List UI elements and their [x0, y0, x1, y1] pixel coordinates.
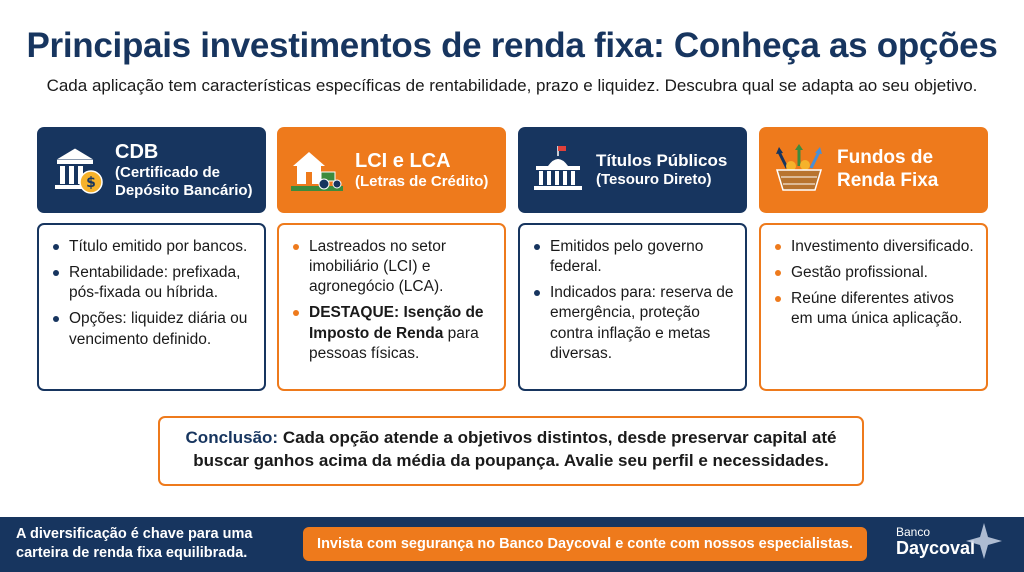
card-header-lci-lca: [277, 127, 506, 213]
card-body-fundos: [759, 223, 988, 391]
list-item-highlight: [293, 303, 494, 363]
sparkle-icon: [964, 521, 1004, 561]
list-item: Lastreados no setor imobiliário (LCI) e agronegócio (LCA).: [293, 237, 494, 297]
footer-tagline: A diversificação é chave para uma carteira de renda fixa equilibrada.: [16, 526, 253, 561]
card-header-titulos-publicos: [518, 127, 747, 213]
list-item: Título emitido por bancos.: [53, 237, 254, 257]
bank-coin-icon: [49, 142, 105, 198]
list-item: Reúne diferentes ativos em uma única aplicação.: [775, 289, 976, 329]
house-tractor-icon: [289, 142, 345, 198]
basket-arrows-icon: [771, 142, 827, 198]
card-header-cdb: [37, 127, 266, 213]
brand-small-text: Banco: [896, 525, 931, 539]
conclusion-box: [158, 416, 864, 486]
card-title-fundos: Fundos de Renda Fixa: [837, 147, 939, 191]
list-item: Investimento diversificado.: [775, 237, 976, 257]
card-header-fundos: [759, 127, 988, 213]
list-item: Gestão profissional.: [775, 263, 976, 283]
list-item: Rentabilidade: prefixada, pós-fixada ou híbrida.: [53, 263, 254, 303]
cta-button[interactable]: Invista com segurança no Banco Daycoval e conte com nossos especialistas.: [303, 527, 867, 561]
card-subtitle-titulos-publicos: (Tesouro Direto): [596, 171, 712, 189]
list-item: Opções: liquidez diária ou vencimento definido.: [53, 309, 254, 349]
conclusion-text: Cada opção atende a objetivos distintos, desde preservar capital até buscar ganhos acima da média da poupança. Avalie seu perfil e necessidades.: [193, 428, 837, 470]
highlight-text: para pessoas físicas.: [309, 324, 479, 362]
government-building-icon: [530, 142, 586, 198]
brand-name: Daycoval: [896, 538, 976, 558]
card-title-titulos-publicos: Títulos Públicos: [596, 150, 728, 170]
page-subtitle: Cada aplicação tem características específicas de rentabilidade, prazo e liquidez. Descubra qual se adapta ao seu objetivo.: [46, 76, 978, 95]
card-body-lci-lca: [277, 223, 506, 391]
highlight-label: DESTAQUE: Isenção de Imposto de Renda: [309, 304, 484, 342]
list-item: Indicados para: reserva de emergência, proteção contra inflação e metas diversas.: [534, 283, 735, 364]
svg-text:$: $: [86, 175, 96, 191]
footer-bar: [0, 517, 1024, 572]
card-body-cdb: [37, 223, 266, 391]
card-subtitle-lci-lca: (Letras de Crédito): [355, 173, 489, 190]
conclusion-label: Conclusão:: [185, 428, 279, 447]
card-title-cdb: CDB: [115, 141, 159, 163]
page-title: Principais investimentos de renda fixa: Conheça as opções: [26, 26, 998, 65]
card-title-lci-lca: LCI e LCA: [355, 150, 451, 172]
list-item: Emitidos pelo governo federal.: [534, 237, 735, 277]
card-body-titulos-publicos: [518, 223, 747, 391]
card-subtitle-cdb: (Certificado de Depósito Bancário): [115, 164, 253, 199]
